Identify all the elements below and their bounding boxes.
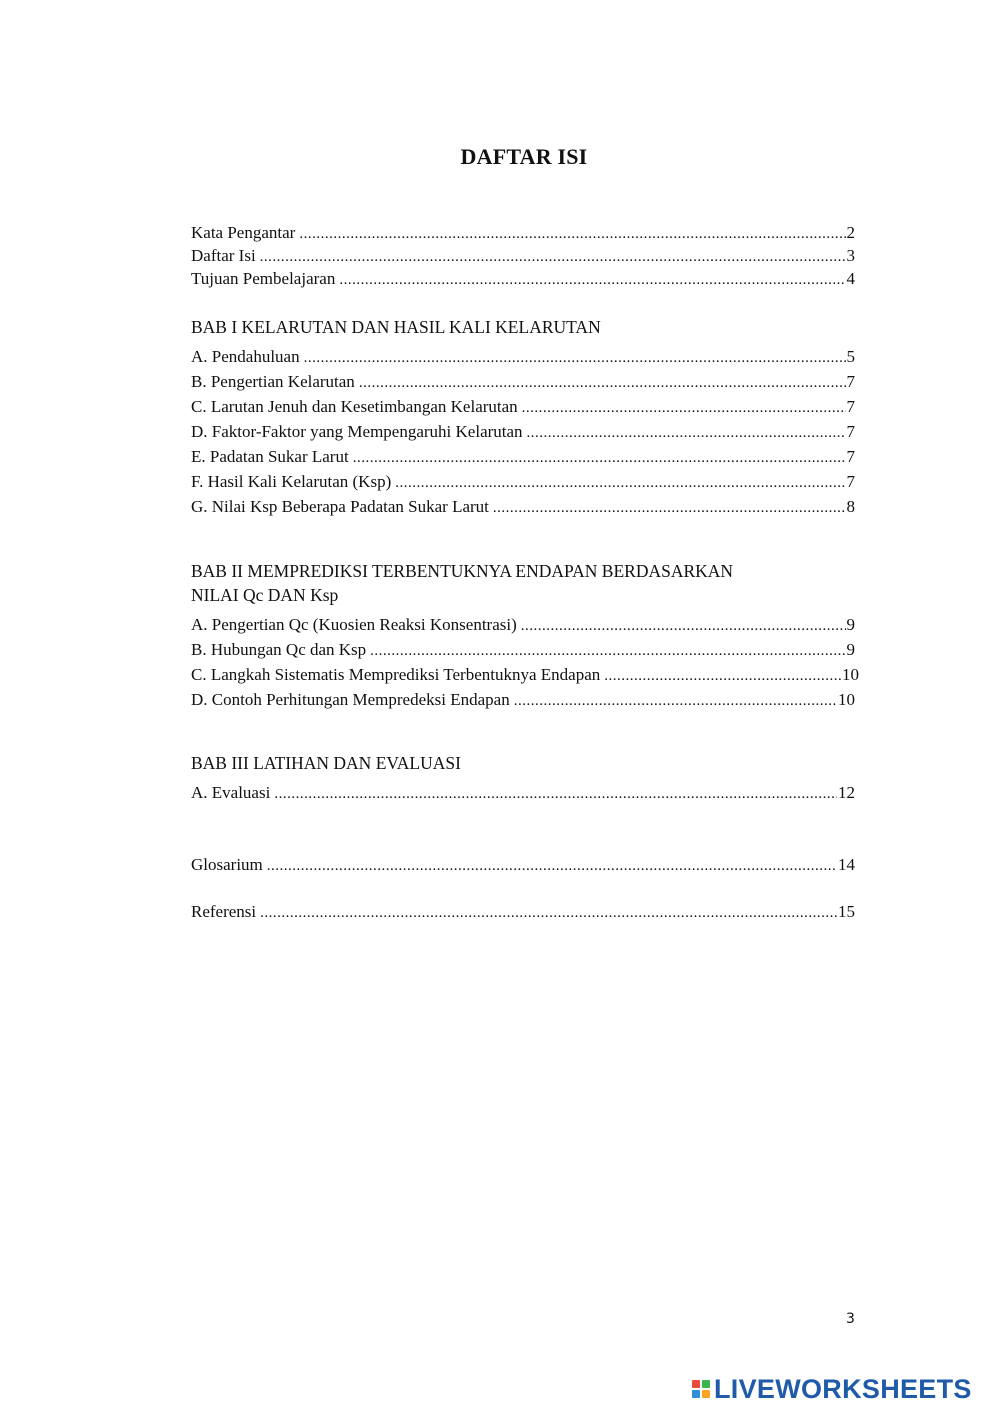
toc-entry[interactable] xyxy=(191,345,855,369)
toc-entry-page: 15 xyxy=(838,902,855,921)
toc-entry-tujuan-pembelajaran[interactable] xyxy=(191,267,855,291)
toc-entry-page: 9 xyxy=(846,640,855,659)
logo-tile xyxy=(692,1390,700,1398)
toc-entry-label: C. Langkah Sistematis Memprediksi Terbentuknya Endapan xyxy=(191,665,601,684)
toc-entry-glosarium[interactable] xyxy=(191,853,855,877)
toc-entry-page: 12 xyxy=(838,783,855,802)
logo-mark-icon xyxy=(692,1380,710,1398)
toc-entry-page: 7 xyxy=(846,447,855,466)
chapter-heading-bab-2-line-2: NILAI Qc DAN Ksp xyxy=(191,585,339,605)
dot-leader xyxy=(304,346,846,370)
toc-entry[interactable] xyxy=(191,638,855,662)
toc-entry-page: 4 xyxy=(846,269,855,288)
toc-entry[interactable] xyxy=(191,420,855,444)
toc-entry-label: Daftar Isi xyxy=(191,246,256,265)
chapter-heading-bab-3: BAB III LATIHAN DAN EVALUASI xyxy=(191,753,461,773)
toc-entry-label: D. Faktor-Faktor yang Mempengaruhi Kelarutan xyxy=(191,422,523,441)
liveworksheets-logo[interactable] xyxy=(692,1375,972,1403)
dot-leader xyxy=(370,639,845,663)
toc-entry-page: 10 xyxy=(838,690,855,709)
chapter-heading-bab-2: BAB II MEMPREDIKSI TERBENTUKNYA ENDAPAN BERDASARKAN xyxy=(191,561,734,581)
toc-entry[interactable] xyxy=(191,470,855,494)
dot-leader xyxy=(527,421,846,445)
dot-leader xyxy=(274,782,837,806)
toc-entry-label: G. Nilai Ksp Beberapa Padatan Sukar Larut xyxy=(191,497,489,516)
toc-entry[interactable] xyxy=(191,663,859,687)
toc-entry-page: 9 xyxy=(846,615,855,634)
dot-leader xyxy=(260,901,837,925)
page-title: DAFTAR ISI xyxy=(460,144,588,169)
dot-leader xyxy=(604,664,841,688)
toc-entry-page: 7 xyxy=(846,472,855,491)
dot-leader xyxy=(353,446,846,470)
toc-entry-label: A. Pendahuluan xyxy=(191,347,300,366)
page-number: 3 xyxy=(846,1311,855,1327)
logo-tile xyxy=(702,1380,710,1388)
toc-entry-label: F. Hasil Kali Kelarutan (Ksp) xyxy=(191,472,392,491)
toc-entry[interactable] xyxy=(191,370,855,394)
toc-entry[interactable] xyxy=(191,445,855,469)
toc-entry[interactable] xyxy=(191,395,855,419)
toc-entry-page: 2 xyxy=(846,223,855,242)
dot-leader xyxy=(299,222,845,246)
logo-tile xyxy=(702,1390,710,1398)
toc-entry-page: 10 xyxy=(842,665,859,684)
toc-entry-label: Glosarium xyxy=(191,855,263,874)
toc-entry-label: A. Pengertian Qc (Kuosien Reaksi Konsentrasi) xyxy=(191,615,517,634)
toc-entry-label: B. Pengertian Kelarutan xyxy=(191,372,355,391)
dot-leader xyxy=(522,396,846,420)
toc-entry-label: B. Hubungan Qc dan Ksp xyxy=(191,640,367,659)
toc-entry-label: C. Larutan Jenuh dan Kesetimbangan Kelarutan xyxy=(191,397,518,416)
toc-entry-page: 7 xyxy=(846,422,855,441)
toc-entry[interactable] xyxy=(191,781,855,805)
toc-entry-daftar-isi[interactable] xyxy=(191,244,855,268)
dot-leader xyxy=(339,268,845,292)
dot-leader xyxy=(267,854,837,878)
dot-leader xyxy=(514,689,837,713)
toc-entry-page: 5 xyxy=(846,347,855,366)
dot-leader xyxy=(395,471,845,495)
toc-entry[interactable] xyxy=(191,613,855,637)
toc-entry-label: Tujuan Pembelajaran xyxy=(191,269,336,288)
dot-leader xyxy=(359,371,846,395)
toc-entry-label: E. Padatan Sukar Larut xyxy=(191,447,349,466)
chapter-heading-bab-1: BAB I KELARUTAN DAN HASIL KALI KELARUTAN xyxy=(191,317,601,337)
toc-entry-page: 3 xyxy=(846,246,855,265)
toc-entry[interactable] xyxy=(191,495,855,519)
dot-leader xyxy=(260,245,846,269)
toc-entry-kata-pengantar[interactable] xyxy=(191,221,855,245)
toc-entry[interactable] xyxy=(191,688,855,712)
toc-entry-page: 14 xyxy=(838,855,855,874)
toc-entry-label: Kata Pengantar xyxy=(191,223,296,242)
toc-entry-label: Referensi xyxy=(191,902,257,921)
dot-leader xyxy=(521,614,846,638)
toc-entry-referensi[interactable] xyxy=(191,900,855,924)
brand-wordmark: LIVEWORKSHEETS xyxy=(714,1373,972,1404)
dot-leader xyxy=(493,496,846,520)
logo-tile xyxy=(692,1380,700,1388)
toc-entry-label: D. Contoh Perhitungan Mempredeksi Endapan xyxy=(191,690,510,709)
toc-entry-label: A. Evaluasi xyxy=(191,783,271,802)
toc-entry-page: 7 xyxy=(846,372,855,391)
toc-entry-page: 8 xyxy=(846,497,855,516)
toc-entry-page: 7 xyxy=(846,397,855,416)
